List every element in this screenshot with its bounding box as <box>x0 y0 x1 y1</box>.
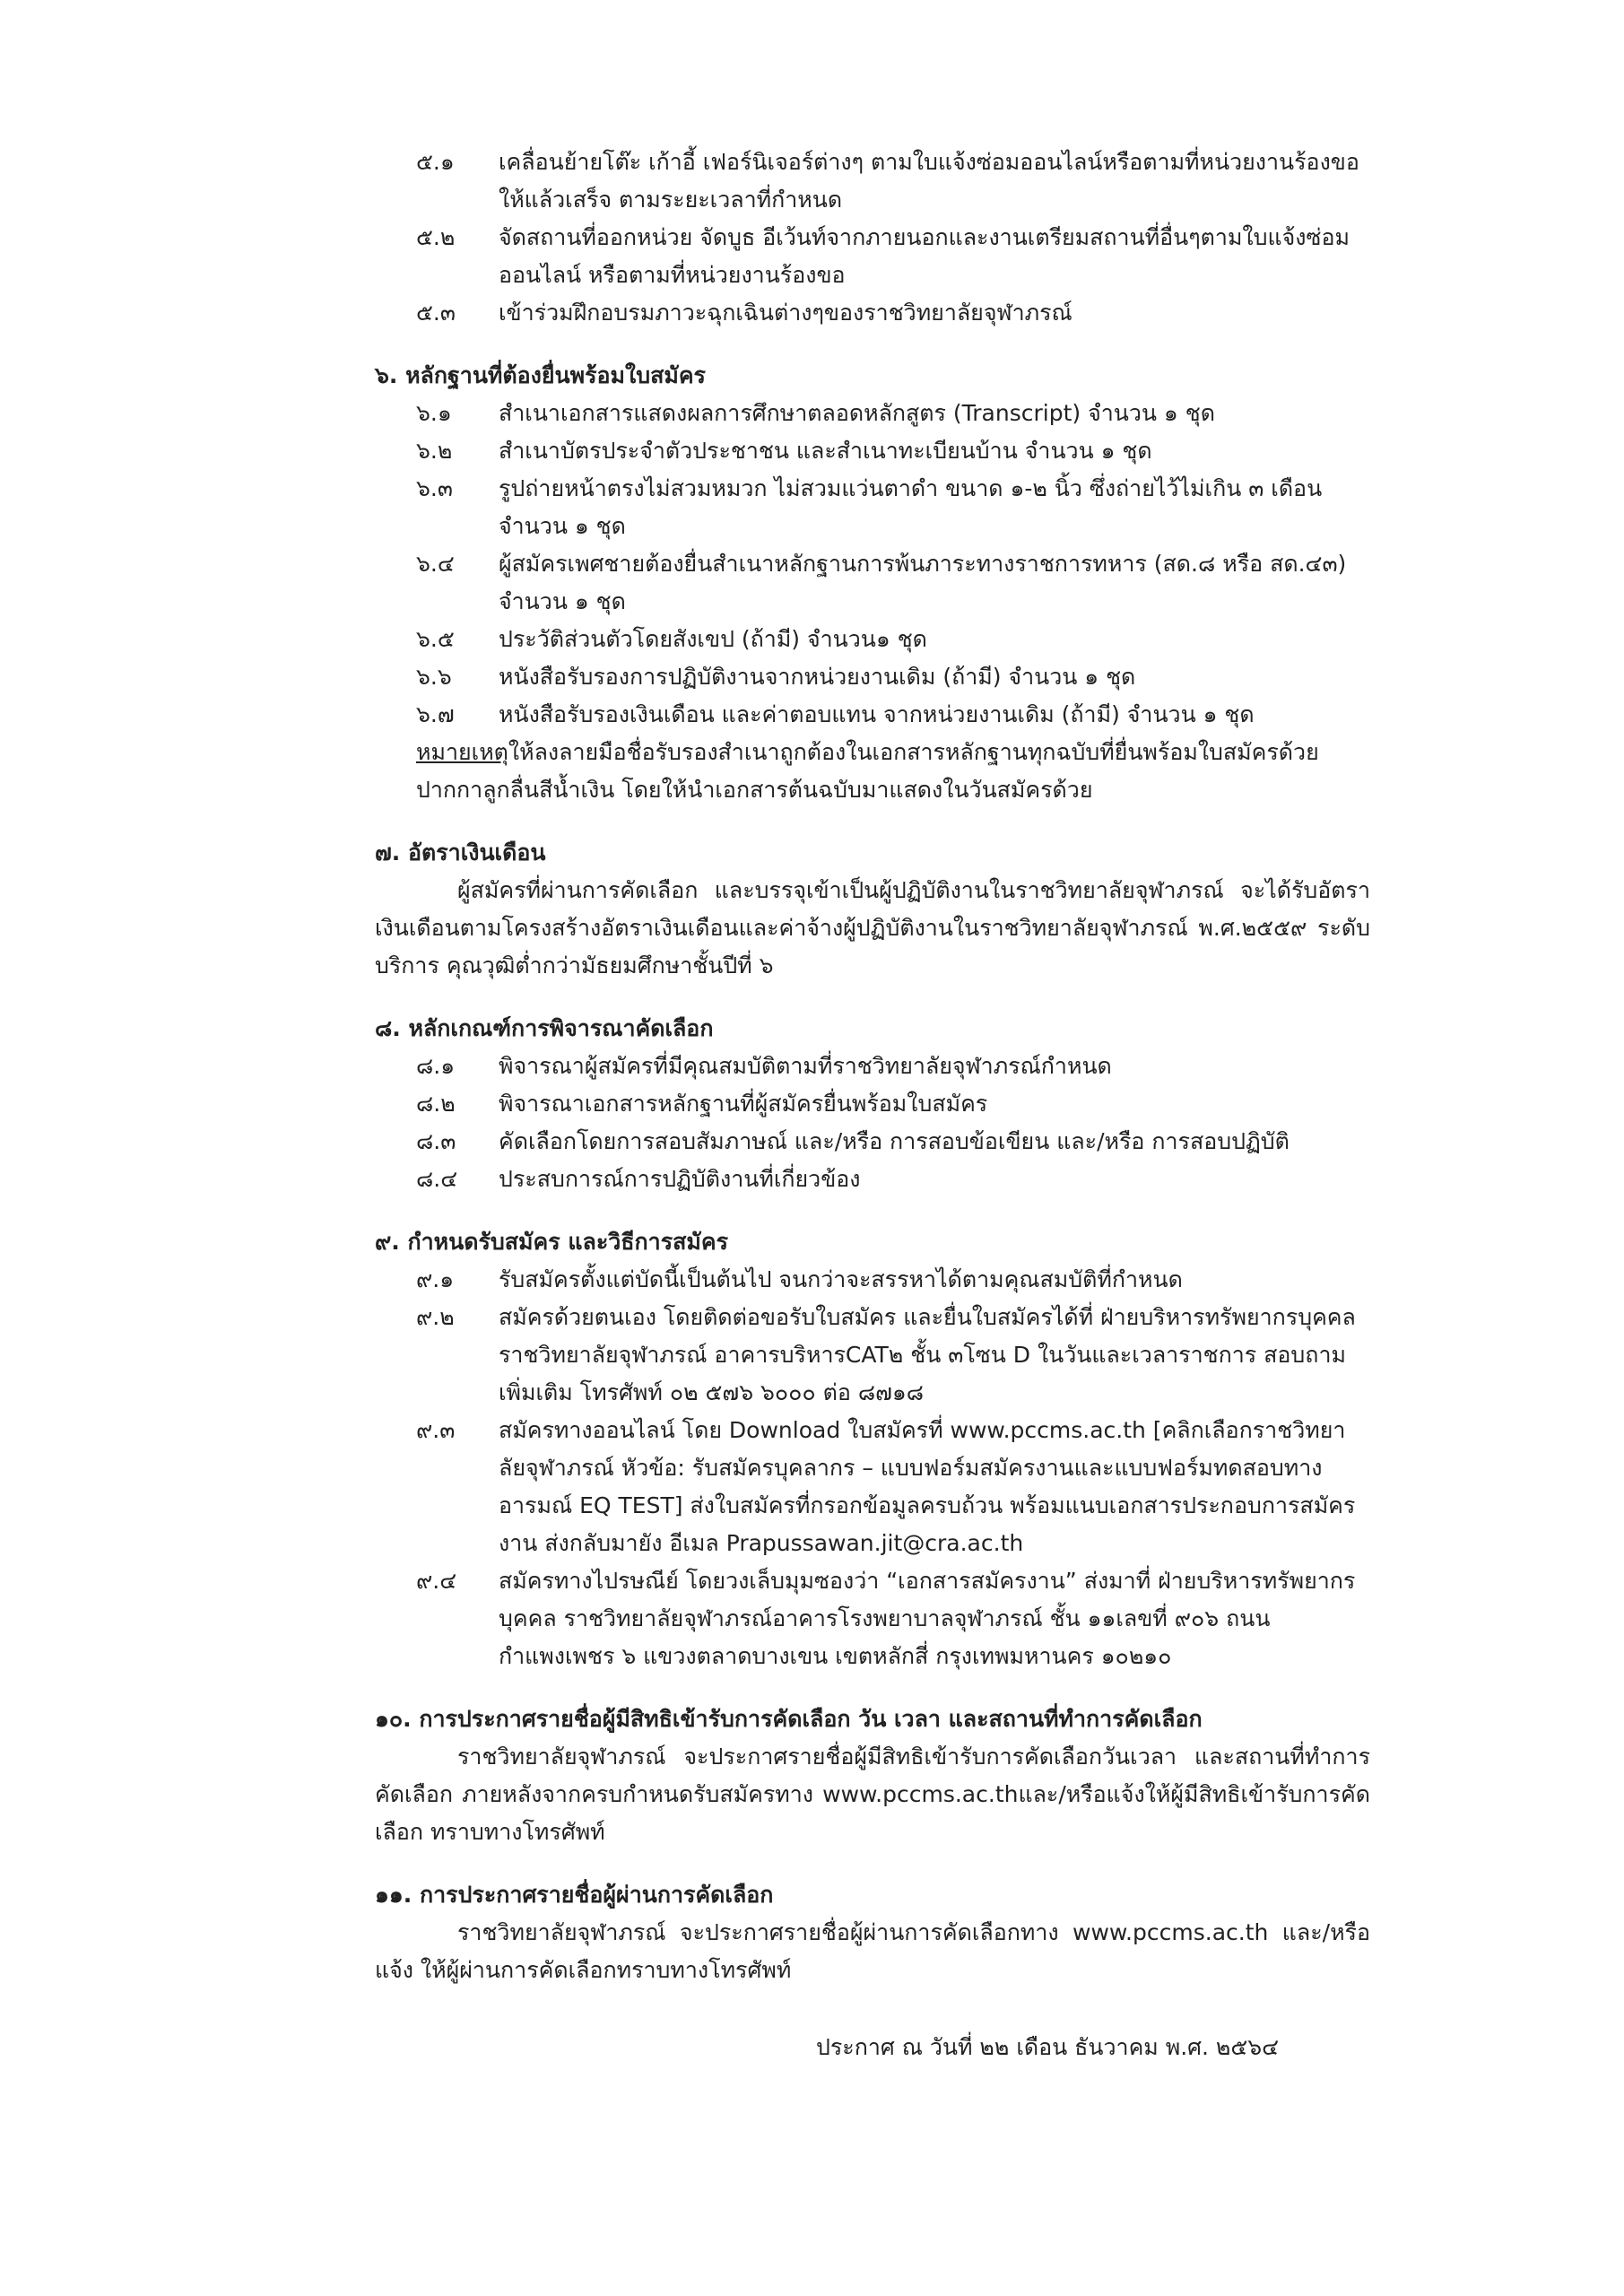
item-number: ๖.๗ <box>416 701 455 727</box>
item-number: ๖.๔ <box>416 551 455 577</box>
item-number: ๙.๑ <box>416 1266 455 1292</box>
item-text: หนังสือรับรองการปฏิบัติงานจากหน่วยงานเดิม (ถ้ามี) จำนวน ๑ ชุด <box>499 664 1136 690</box>
list-item <box>416 1299 1370 1412</box>
list-item <box>416 1412 1370 1562</box>
item-number: ๖.๒ <box>416 438 453 464</box>
section-8-heading: ๘. หลักเกณฑ์การพิจารณาคัดเลือก <box>375 1015 714 1041</box>
item-text: พิจารณาผู้สมัครที่มีคุณสมบัติตามที่ราชวิทยาลัยจุฬาภรณ์กำหนด <box>499 1053 1112 1079</box>
list-item <box>416 470 1370 545</box>
list-item <box>416 1161 1370 1198</box>
section-10-heading: ๑๐. การประกาศรายชื่อผู้มีสิทธิเข้ารับการคัดเลือก วัน เวลา และสถานที่ทำการคัดเลือก <box>375 1706 1203 1732</box>
section-7-paragraph: ผู้สมัครที่ผ่านการคัดเลือก และบรรจุเข้าเป็นผู้ปฏิบัติงานในราชวิทยาลัยจุฬาภรณ์ จะได้รับอัตราเงินเดือนตามโครงสร้างอัตราเงินเดือนและค่าจ้างผู้ปฏิบัติงานในราชวิทยาลัยจุฬาภรณ์ พ.ศ.๒๕๕๙ ระดับบริการ คุณวุฒิต่ำกว่ามัธยมศึกษาชั้นปีที่ ๖ <box>375 877 1370 978</box>
item-text: ประสบการณ์การปฏิบัติงานที่เกี่ยวข้อง <box>499 1166 861 1192</box>
item-number: ๘.๓ <box>416 1128 456 1154</box>
item-text: รับสมัครตั้งแต่บัดนี้เป็นต้นไป จนกว่าจะสรรหาได้ตามคุณสมบัติที่กำหนด <box>499 1266 1183 1292</box>
item-number: ๘.๑ <box>416 1053 456 1079</box>
list-item <box>416 144 1370 219</box>
list-item <box>416 545 1370 621</box>
note-label: หมายเหตุ <box>416 739 508 765</box>
section-10-paragraph: ราชวิทยาลัยจุฬาภรณ์ จะประกาศรายชื่อผู้มีสิทธิเข้ารับการคัดเลือกวันเวลา และสถานที่ทำการคัดเลือก ภายหลังจากครบกำหนดรับสมัครทาง www.pccms.ac.thและ/หรือแจ้งให้ผู้มีสิทธิเข้ารับการคัดเลือก ทราบทางโทรศัพท์ <box>375 1744 1370 1845</box>
item-text: เคลื่อนย้ายโต๊ะ เก้าอี้ เฟอร์นิเจอร์ต่างๆ ตามใบแจ้งซ่อมออนไลน์หรือตามที่หน่วยงานร้องขอให้แล้วเสร็จ ตามระยะเวลาที่กำหนด <box>499 149 1359 213</box>
item-number: ๙.๓ <box>416 1417 456 1443</box>
item-number: ๘.๒ <box>416 1091 456 1117</box>
section-5-list <box>375 144 1370 332</box>
section-9-heading: ๙. กำหนดรับสมัคร และวิธีการสมัคร <box>375 1229 729 1255</box>
section-11-paragraph: ราชวิทยาลัยจุฬาภรณ์ จะประกาศรายชื่อผู้ผ่านการคัดเลือกทาง www.pccms.ac.th และ/หรือแจ้ง ให้ผู้ผ่านการคัดเลือกทราบทางโทรศัพท์ <box>375 1919 1370 1983</box>
section-6-note <box>416 734 1370 809</box>
item-number: ๙.๔ <box>416 1568 457 1594</box>
item-text: ผู้สมัครเพศชายต้องยื่นสำเนาหลักฐานการพ้นภาระทางราชการทหาร (สด.๘ หรือ สด.๔๓) จำนวน ๑ ชุด <box>499 551 1347 614</box>
item-text: สำเนาบัตรประจำตัวประชาชน และสำเนาทะเบียนบ้าน จำนวน ๑ ชุด <box>499 438 1152 464</box>
list-item <box>416 1048 1370 1085</box>
section-8-list <box>375 1048 1370 1198</box>
announcement-date: ประกาศ ณ วันที่ ๒๒ เดือน ธันวาคม พ.ศ. ๒๕๖๔ <box>816 2034 1280 2060</box>
item-number: ๕.๑ <box>416 149 455 175</box>
section-6-list <box>375 395 1370 734</box>
list-item <box>416 1261 1370 1299</box>
list-item <box>416 696 1370 734</box>
list-item <box>416 294 1370 332</box>
item-text: จัดสถานที่ออกหน่วย จัดบูธ อีเว้นท์จากภายนอกและงานเตรียมสถานที่อื่นๆตามใบแจ้งซ่อมออนไลน์ หรือตามที่หน่วยงานร้องขอ <box>499 224 1350 288</box>
list-item <box>416 1085 1370 1123</box>
list-item <box>416 1562 1370 1675</box>
list-item <box>416 432 1370 470</box>
item-text: สมัครทางออนไลน์ โดย Download ใบสมัครที่ www.pccms.ac.th [คลิกเลือกราชวิทยาลัยจุฬาภรณ์ หัวข้อ: รับสมัครบุคลากร – แบบฟอร์มสมัครงานและแบบฟอร์มทดสอบทางอารมณ์ EQ TEST] ส่งใบสมัครที่กรอกข้อมูลครบถ้วน พร้อมแนบเอกสารประกอบการสมัครงาน ส่งกลับมายัง อีเมล Prapussawan.jit@cra.ac.th <box>499 1417 1356 1556</box>
list-item <box>416 658 1370 696</box>
item-number: ๕.๒ <box>416 224 456 250</box>
section-11-heading: ๑๑. การประกาศรายชื่อผู้ผ่านการคัดเลือก <box>375 1882 774 1908</box>
list-item <box>416 621 1370 658</box>
item-text: ประวัติส่วนตัวโดยสังเขป (ถ้ามี) จำนวน๑ ชุด <box>499 626 927 652</box>
document-body <box>375 144 1370 1989</box>
item-number: ๙.๒ <box>416 1304 455 1330</box>
item-text: รูปถ่ายหน้าตรงไม่สวมหมวก ไม่สวมแว่นตาดำ ขนาด ๑-๒ นิ้ว ซึ่งถ่ายไว้ไม่เกิน ๓ เดือน จำนวน ๑ ชุด <box>499 475 1323 539</box>
item-number: ๘.๔ <box>416 1166 458 1192</box>
section-7-heading: ๗. อัตราเงินเดือน <box>375 839 546 865</box>
section-9-list <box>375 1261 1370 1675</box>
item-text: สำเนาเอกสารแสดงผลการศึกษาตลอดหลักสูตร (Transcript) จำนวน ๑ ชุด <box>499 400 1215 426</box>
item-number: ๖.๕ <box>416 626 455 652</box>
item-text: หนังสือรับรองเงินเดือน และค่าตอบแทน จากหน่วยงานเดิม (ถ้ามี) จำนวน ๑ ชุด <box>499 701 1255 727</box>
item-text: สมัครด้วยตนเอง โดยติดต่อขอรับใบสมัคร และยื่นใบสมัครได้ที่ ฝ่ายบริหารทรัพยากรบุคคล ราชวิทยาลัยจุฬาภรณ์ อาคารบริหารCAT๒ ชั้น ๓โซน D ในวันและเวลาราชการ สอบถามเพิ่มเติม โทรศัพท์ ๐๒ ๕๗๖ ๖๐๐๐ ต่อ ๘๗๑๘ <box>499 1304 1356 1405</box>
section-6-heading: ๖. หลักฐานที่ต้องยื่นพร้อมใบสมัคร <box>375 362 706 388</box>
item-text: เข้าร่วมฝึกอบรมภาวะฉุกเฉินต่างๆของราชวิทยาลัยจุฬาภรณ์ <box>499 300 1073 326</box>
item-number: ๖.๖ <box>416 664 452 690</box>
item-text: สมัครทางไปรษณีย์ โดยวงเล็บมุมซองว่า “เอกสารสมัครงาน” ส่งมาที่ ฝ่ายบริหารทรัพยากรบุคคล ราชวิทยาลัยจุฬาภรณ์อาคารโรงพยาบาลจุฬาภรณ์ ชั้น ๑๑เลขที่ ๙๐๖ ถนนกำแพงเพชร ๖ แขวงตลาดบางเขน เขตหลักสี่ กรุงเทพมหานคร ๑๐๒๑๐ <box>499 1568 1356 1669</box>
item-text: คัดเลือกโดยการสอบสัมภาษณ์ และ/หรือ การสอบข้อเขียน และ/หรือ การสอบปฏิบัติ <box>499 1128 1290 1154</box>
list-item <box>416 219 1370 294</box>
item-text: พิจารณาเอกสารหลักฐานที่ผู้สมัครยื่นพร้อมใบสมัคร <box>499 1091 988 1117</box>
item-number: ๕.๓ <box>416 300 456 326</box>
item-number: ๖.๓ <box>416 475 453 501</box>
note-text: ให้ลงลายมือชื่อรับรองสำเนาถูกต้องในเอกสารหลักฐานทุกฉบับที่ยื่นพร้อมใบสมัครด้วย ปากกาลูกลื่นสีน้ำเงิน โดยให้นำเอกสารต้นฉบับมาแสดงในวันสมัครด้วย <box>416 739 1319 803</box>
item-number: ๖.๑ <box>416 400 452 426</box>
list-item <box>416 1123 1370 1161</box>
list-item <box>416 395 1370 432</box>
